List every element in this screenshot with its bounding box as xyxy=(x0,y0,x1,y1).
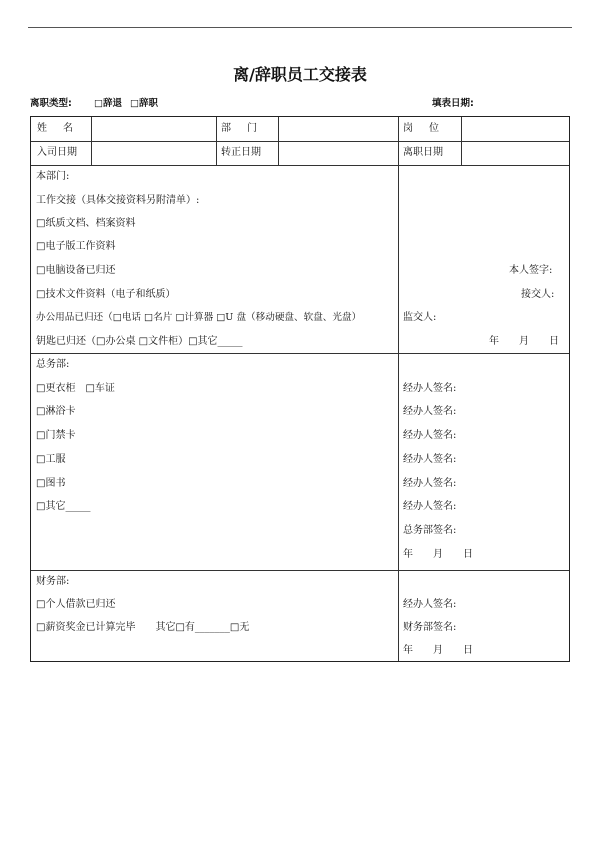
col-divider xyxy=(216,117,217,165)
handler-signature-label: 经办人签名: xyxy=(403,406,457,417)
row-divider xyxy=(31,141,569,142)
section-divider xyxy=(31,353,569,354)
other-item-checkbox[interactable]: □其它_____ xyxy=(36,501,91,512)
name-label: 姓名 xyxy=(37,123,89,134)
post-field[interactable] xyxy=(464,121,566,139)
access-card-checkbox[interactable]: □门禁卡 xyxy=(36,430,76,441)
handover-table xyxy=(30,116,570,662)
join-date-label: 入司日期 xyxy=(37,147,77,158)
section-divider xyxy=(31,570,569,571)
finance-handler-signature-label: 经办人签名: xyxy=(403,599,457,610)
shower-card-checkbox[interactable]: □淋浴卡 xyxy=(36,406,76,417)
dept-section-date: 年 月 日 xyxy=(489,336,559,347)
loan-repaid-checkbox[interactable]: □个人借款已归还 xyxy=(36,599,116,610)
computer-returned-checkbox[interactable]: □电脑设备已归还 xyxy=(36,265,116,276)
handler-signature-label: 经办人签名: xyxy=(403,501,457,512)
form-title: 离/辞职员工交接表 xyxy=(233,65,367,84)
leave-date-field[interactable] xyxy=(464,145,566,163)
finance-section-header: 财务部: xyxy=(36,576,70,587)
leave-date-label: 离职日期 xyxy=(403,147,443,158)
general-section-date: 年 月 日 xyxy=(403,549,473,560)
handler-signature-label: 经办人签名: xyxy=(403,383,457,394)
receiver-signature-label: 接交人: xyxy=(521,289,555,300)
salary-settled-checkboxes[interactable]: □薪资奖金已计算完毕 其它□有_______□无 xyxy=(36,622,250,633)
leave-type-label: 离职类型: xyxy=(30,98,72,109)
supervisor-signature-label: 监交人: xyxy=(403,312,437,323)
dept-section-header: 本部门: xyxy=(36,171,70,182)
finance-dept-signature-label: 财务部签名: xyxy=(403,622,457,633)
self-signature-label: 本人签字: xyxy=(509,265,553,276)
handler-signature-label: 经办人签名: xyxy=(403,454,457,465)
option-resigned-checkbox[interactable]: □辞职 xyxy=(130,98,158,109)
header-rule xyxy=(28,27,572,28)
finance-section-date: 年 月 日 xyxy=(403,645,473,656)
handler-signature-label: 经办人签名: xyxy=(403,478,457,489)
electronic-docs-checkbox[interactable]: □电子版工作资料 xyxy=(36,241,116,252)
dept-label: 部门 xyxy=(221,123,273,134)
col-divider xyxy=(91,117,92,165)
post-label: 岗位 xyxy=(403,123,455,134)
general-dept-signature-label: 总务部签名: xyxy=(403,525,457,536)
general-section-header: 总务部: xyxy=(36,359,70,370)
paper-docs-checkbox[interactable]: □纸质文档、档案资料 xyxy=(36,218,136,229)
row-divider xyxy=(31,165,569,166)
option-dismissed-checkbox[interactable]: □辞退 xyxy=(94,98,122,109)
fill-date-label: 填表日期: xyxy=(432,98,474,109)
office-supplies-checkboxes[interactable]: 办公用品已归还（□电话 □名片 □计算器 □U 盘（移动硬盘、软盘、光盘） xyxy=(36,312,362,323)
join-date-field[interactable] xyxy=(94,145,214,163)
regular-date-field[interactable] xyxy=(281,145,395,163)
dept-field[interactable] xyxy=(281,121,395,139)
handler-signature-label: 经办人签名: xyxy=(403,430,457,441)
books-checkbox[interactable]: □图书 xyxy=(36,478,66,489)
col-divider xyxy=(398,117,399,165)
name-field[interactable] xyxy=(94,121,214,139)
col-divider xyxy=(278,117,279,165)
locker-car-pass-checkboxes[interactable]: □更衣柜 □车证 xyxy=(36,383,115,394)
uniform-checkbox[interactable]: □工服 xyxy=(36,454,66,465)
keys-returned-checkboxes[interactable]: 钥匙已归还（□办公桌 □文件柜）□其它_____ xyxy=(36,336,243,347)
section-col-divider xyxy=(398,165,399,661)
regular-date-label: 转正日期 xyxy=(221,147,261,158)
col-divider xyxy=(461,117,462,165)
tech-docs-checkbox[interactable]: □技术文件资料（电子和纸质） xyxy=(36,289,176,300)
work-handover-item: 工作交接（具体交接资料另附清单）: xyxy=(36,195,200,206)
